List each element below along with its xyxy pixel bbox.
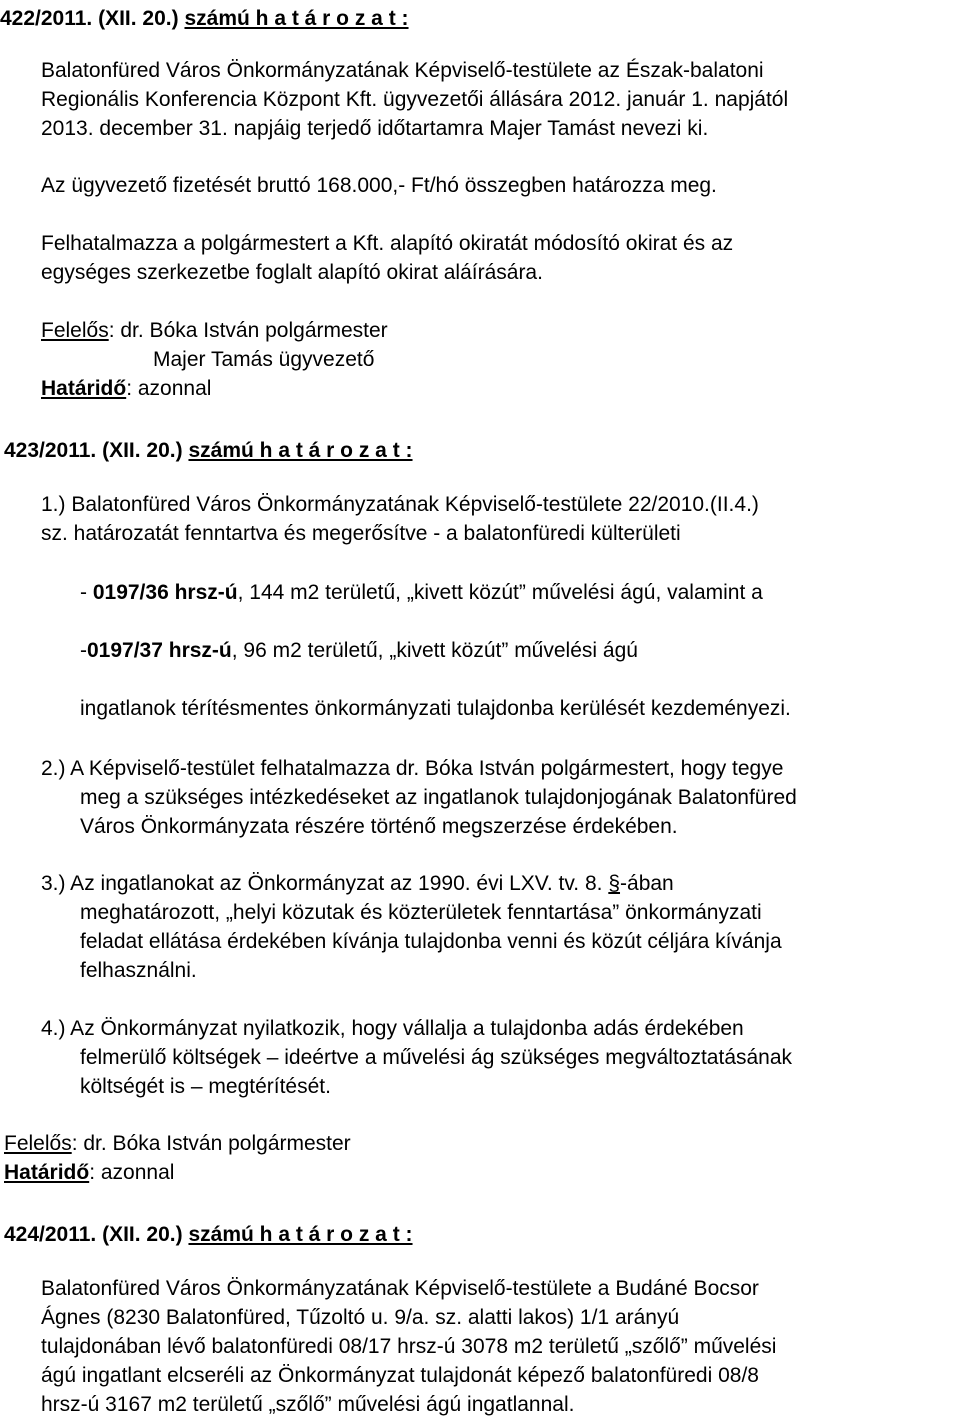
bullet-text: , 96 m2 területű, „kivett közút” művelési ágú — [231, 639, 638, 662]
r423-item3-line4: felhasználni. — [80, 959, 197, 982]
felelos-label: Felelős — [41, 319, 109, 342]
r423-bullet2 — [80, 636, 960, 665]
r424-line4: ágú ingatlant elcseréli az Önkormányzat tulajdonát képező balatonfüredi 08/8 — [41, 1364, 759, 1387]
hrsz-number: 0197/37 hrsz-ú — [87, 639, 232, 662]
section-sign: § — [608, 872, 621, 895]
r424-line2: Ágnes (8230 Balatonfüred, Tűzoltó u. 9/a. sz. alatti lakos) 1/1 arányú — [41, 1306, 680, 1329]
r422-para2: Az ügyvezető fizetését bruttó 168.000,- Ft/hó összegben határozza meg. — [41, 174, 717, 197]
r422-felelos-value2: Majer Tamás ügyvezető — [153, 348, 375, 371]
r424-line5: hrsz-ú 3167 m2 területű „szőlő” művelési ágú ingatlannal. — [41, 1393, 575, 1416]
resolution-424-heading — [4, 1220, 960, 1249]
r423-item4-line3: költségét is – megtérítését. — [80, 1075, 331, 1098]
resolution-423-heading — [4, 436, 960, 465]
r422-para1-line2 — [41, 85, 954, 114]
r423-item3-line3: feladat ellátása érdekében kívánja tulajdonba venni és közút céljára kívánja — [80, 930, 782, 953]
resolution-424-number: 424/2011. (XII. 20.) — [4, 1223, 183, 1246]
r423-item2-line1: 2.) A Képviselő-testület felhatalmazza dr. Bóka István polgármestert, hogy tegye — [41, 757, 784, 780]
hatarido-label: Határidő — [41, 377, 127, 400]
text-span: -ában — [620, 872, 674, 895]
r422-para3-line1 — [41, 229, 954, 258]
r423-felelos — [4, 1129, 960, 1158]
resolution-424-title: számú h a t á r o z a t : — [188, 1223, 413, 1246]
r423-item2-line2: meg a szükséges intézkedéseket az ingatlanok tulajdonjogának Balatonfüred — [80, 786, 797, 809]
colon: : — [71, 1132, 84, 1155]
resolution-423-number: 423/2011. (XII. 20.) — [4, 439, 183, 462]
r423-item3-line1 — [41, 869, 960, 898]
r422-felelos — [41, 316, 960, 345]
r423-item1-line1: 1.) Balatonfüred Város Önkormányzatának Képviselő-testülete 22/2010.(II.4.) — [41, 493, 759, 516]
hatarido-label: Határidő — [4, 1161, 90, 1184]
text-span: Regionális Konferencia Központ Kft. ügyvezetői állására 2012. január 1. napjától — [41, 88, 789, 111]
r423-item2-line3: Város Önkormányzata részére történő megszerzése érdekében. — [80, 815, 678, 838]
colon: : — [126, 377, 138, 400]
text-span: Felhatalmazza a polgármestert a Kft. alapító okiratát módosító okirat és az — [41, 232, 734, 255]
felelos-value: dr. Bóka István polgármester — [83, 1132, 351, 1155]
text-span: 3.) Az ingatlanokat az Önkormányzat az 1990. évi LXV. tv. 8. — [41, 872, 603, 895]
r423-hatarido — [4, 1158, 960, 1187]
felelos-value: dr. Bóka István polgármester — [120, 319, 388, 342]
r422-para3-line2: egységes szerkezetbe foglalt alapító okirat aláírására. — [41, 261, 543, 284]
r423-item1-line2: sz. határozatát fenntartva és megerősítve - a balatonfüredi külterületi — [41, 522, 681, 545]
r424-line1: Balatonfüred Város Önkormányzatának Képviselő-testülete a Budáné Bocsor — [41, 1277, 759, 1300]
r423-bullet1 — [80, 578, 960, 607]
r422-para1-line1 — [41, 56, 954, 85]
r422-para1-line3: 2013. december 31. napjáig terjedő időtartamra Majer Tamást nevezi ki. — [41, 117, 709, 140]
r423-item1-end: ingatlanok térítésmentes önkormányzati tulajdonba kerülését kezdeményezi. — [80, 697, 791, 720]
hrsz-number: 0197/36 hrsz-ú — [92, 581, 238, 604]
colon: : — [108, 319, 121, 342]
r423-item4-line1: 4.) Az Önkormányzat nyilatkozik, hogy vállalja a tulajdonba adás érdekében — [41, 1017, 744, 1040]
bullet-text: , 144 m2 területű, „kivett közút” művelési ágú, valamint a — [237, 581, 763, 604]
resolution-422-number: 422/2011. (XII. 20.) — [0, 7, 179, 30]
text-span: Balatonfüred Város Önkormányzatának Képviselő-testülete az Észak-balatoni — [41, 59, 764, 82]
felelos-label: Felelős — [4, 1132, 72, 1155]
resolution-422-title: számú h a t á r o z a t : — [184, 7, 409, 30]
colon: : — [89, 1161, 101, 1184]
resolution-423-title: számú h a t á r o z a t : — [188, 439, 413, 462]
r422-hatarido — [41, 374, 960, 403]
dash: - — [80, 581, 87, 604]
r423-item3-line2: meghatározott, „helyi közutak és közterületek fenntartása” önkormányzati — [80, 901, 762, 924]
hatarido-value: azonnal — [137, 377, 212, 400]
resolution-422-heading — [0, 4, 960, 33]
r424-line3: tulajdonában lévő balatonfüredi 08/17 hrsz-ú 3078 m2 területű „szőlő” művelési — [41, 1335, 777, 1358]
r423-item4-line2: felmerülő költségek – ideértve a művelési ág szükséges megváltoztatásának — [80, 1046, 793, 1069]
hatarido-value: azonnal — [100, 1161, 175, 1184]
dash: - — [80, 639, 87, 662]
